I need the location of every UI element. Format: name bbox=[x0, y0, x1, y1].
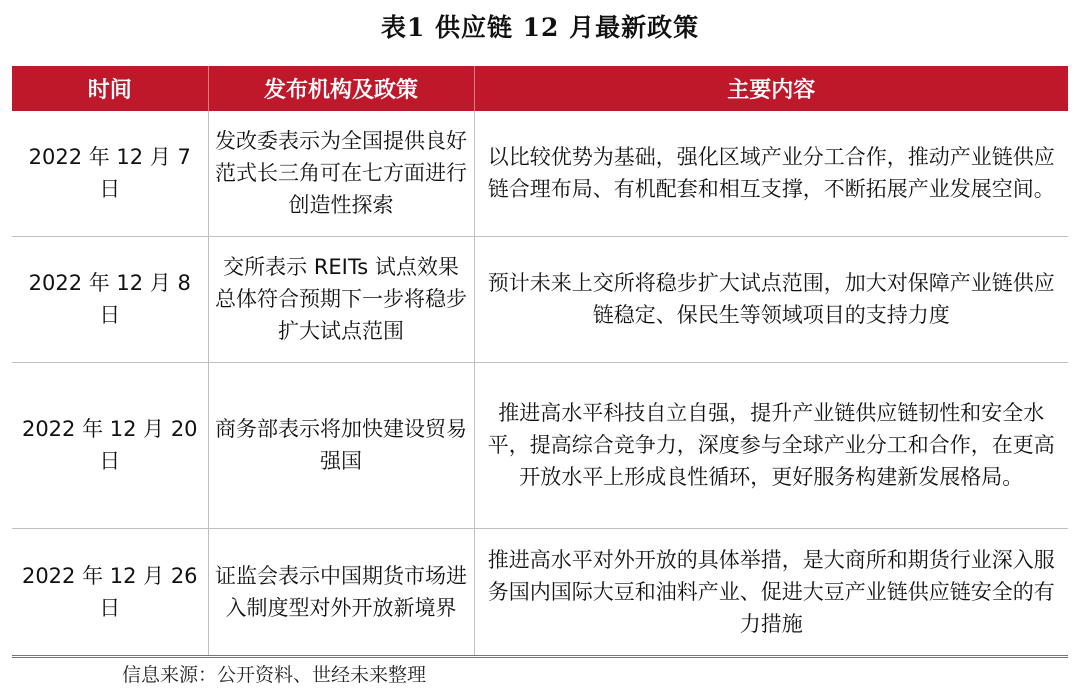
row-policy: 发改委表示为全国提供良好范式长三角可在七方面进行创造性探索 bbox=[208, 111, 474, 236]
row-content: 推进高水平对外开放的具体举措，是大商所和期货行业深入服务国内国际大豆和油料产业、促进大豆产业链供应链安全的有力措施 bbox=[474, 528, 1068, 656]
source-note: 信息来源：公开资料、世经未来整理 bbox=[122, 664, 427, 686]
table-header-row bbox=[12, 66, 1068, 111]
row-content: 以比较优势为基础，强化区域产业分工合作，推动产业链供应链合理布局、有机配套和相互支撑，不断拓展产业发展空间。 bbox=[474, 111, 1068, 236]
header-content: 主要内容 bbox=[474, 66, 1068, 111]
table-row bbox=[12, 236, 1068, 362]
table-row bbox=[12, 362, 1068, 528]
row-date: 2022 年 12 月 8 日 bbox=[12, 236, 208, 362]
row-policy: 交所表示 REITs 试点效果总体符合预期下一步将稳步扩大试点范围 bbox=[208, 236, 474, 362]
row-content: 预计未来上交所将稳步扩大试点范围，加大对保障产业链供应链稳定、保民生等领域项目的支持力度 bbox=[474, 236, 1068, 362]
table-title: 表1 供应链 12 月最新政策 bbox=[380, 13, 700, 42]
row-policy: 证监会表示中国期货市场进入制度型对外开放新境界 bbox=[208, 528, 474, 656]
row-content: 推进高水平科技自立自强，提升产业链供应链韧性和安全水平，提高综合竞争力，深度参与全球产业分工和合作，在更高开放水平上形成良性循环，更好服务构建新发展格局。 bbox=[474, 362, 1068, 528]
row-date: 2022 年 12 月 20 日 bbox=[12, 362, 208, 528]
policy-table-container bbox=[12, 66, 1068, 658]
header-policy: 发布机构及政策 bbox=[208, 66, 474, 111]
row-date: 2022 年 12 月 7 日 bbox=[12, 111, 208, 236]
table-row bbox=[12, 528, 1068, 656]
policy-table bbox=[12, 66, 1068, 658]
row-policy: 商务部表示将加快建设贸易强国 bbox=[208, 362, 474, 528]
header-date: 时间 bbox=[12, 66, 208, 111]
row-date: 2022 年 12 月 26 日 bbox=[12, 528, 208, 656]
table-row bbox=[12, 111, 1068, 236]
